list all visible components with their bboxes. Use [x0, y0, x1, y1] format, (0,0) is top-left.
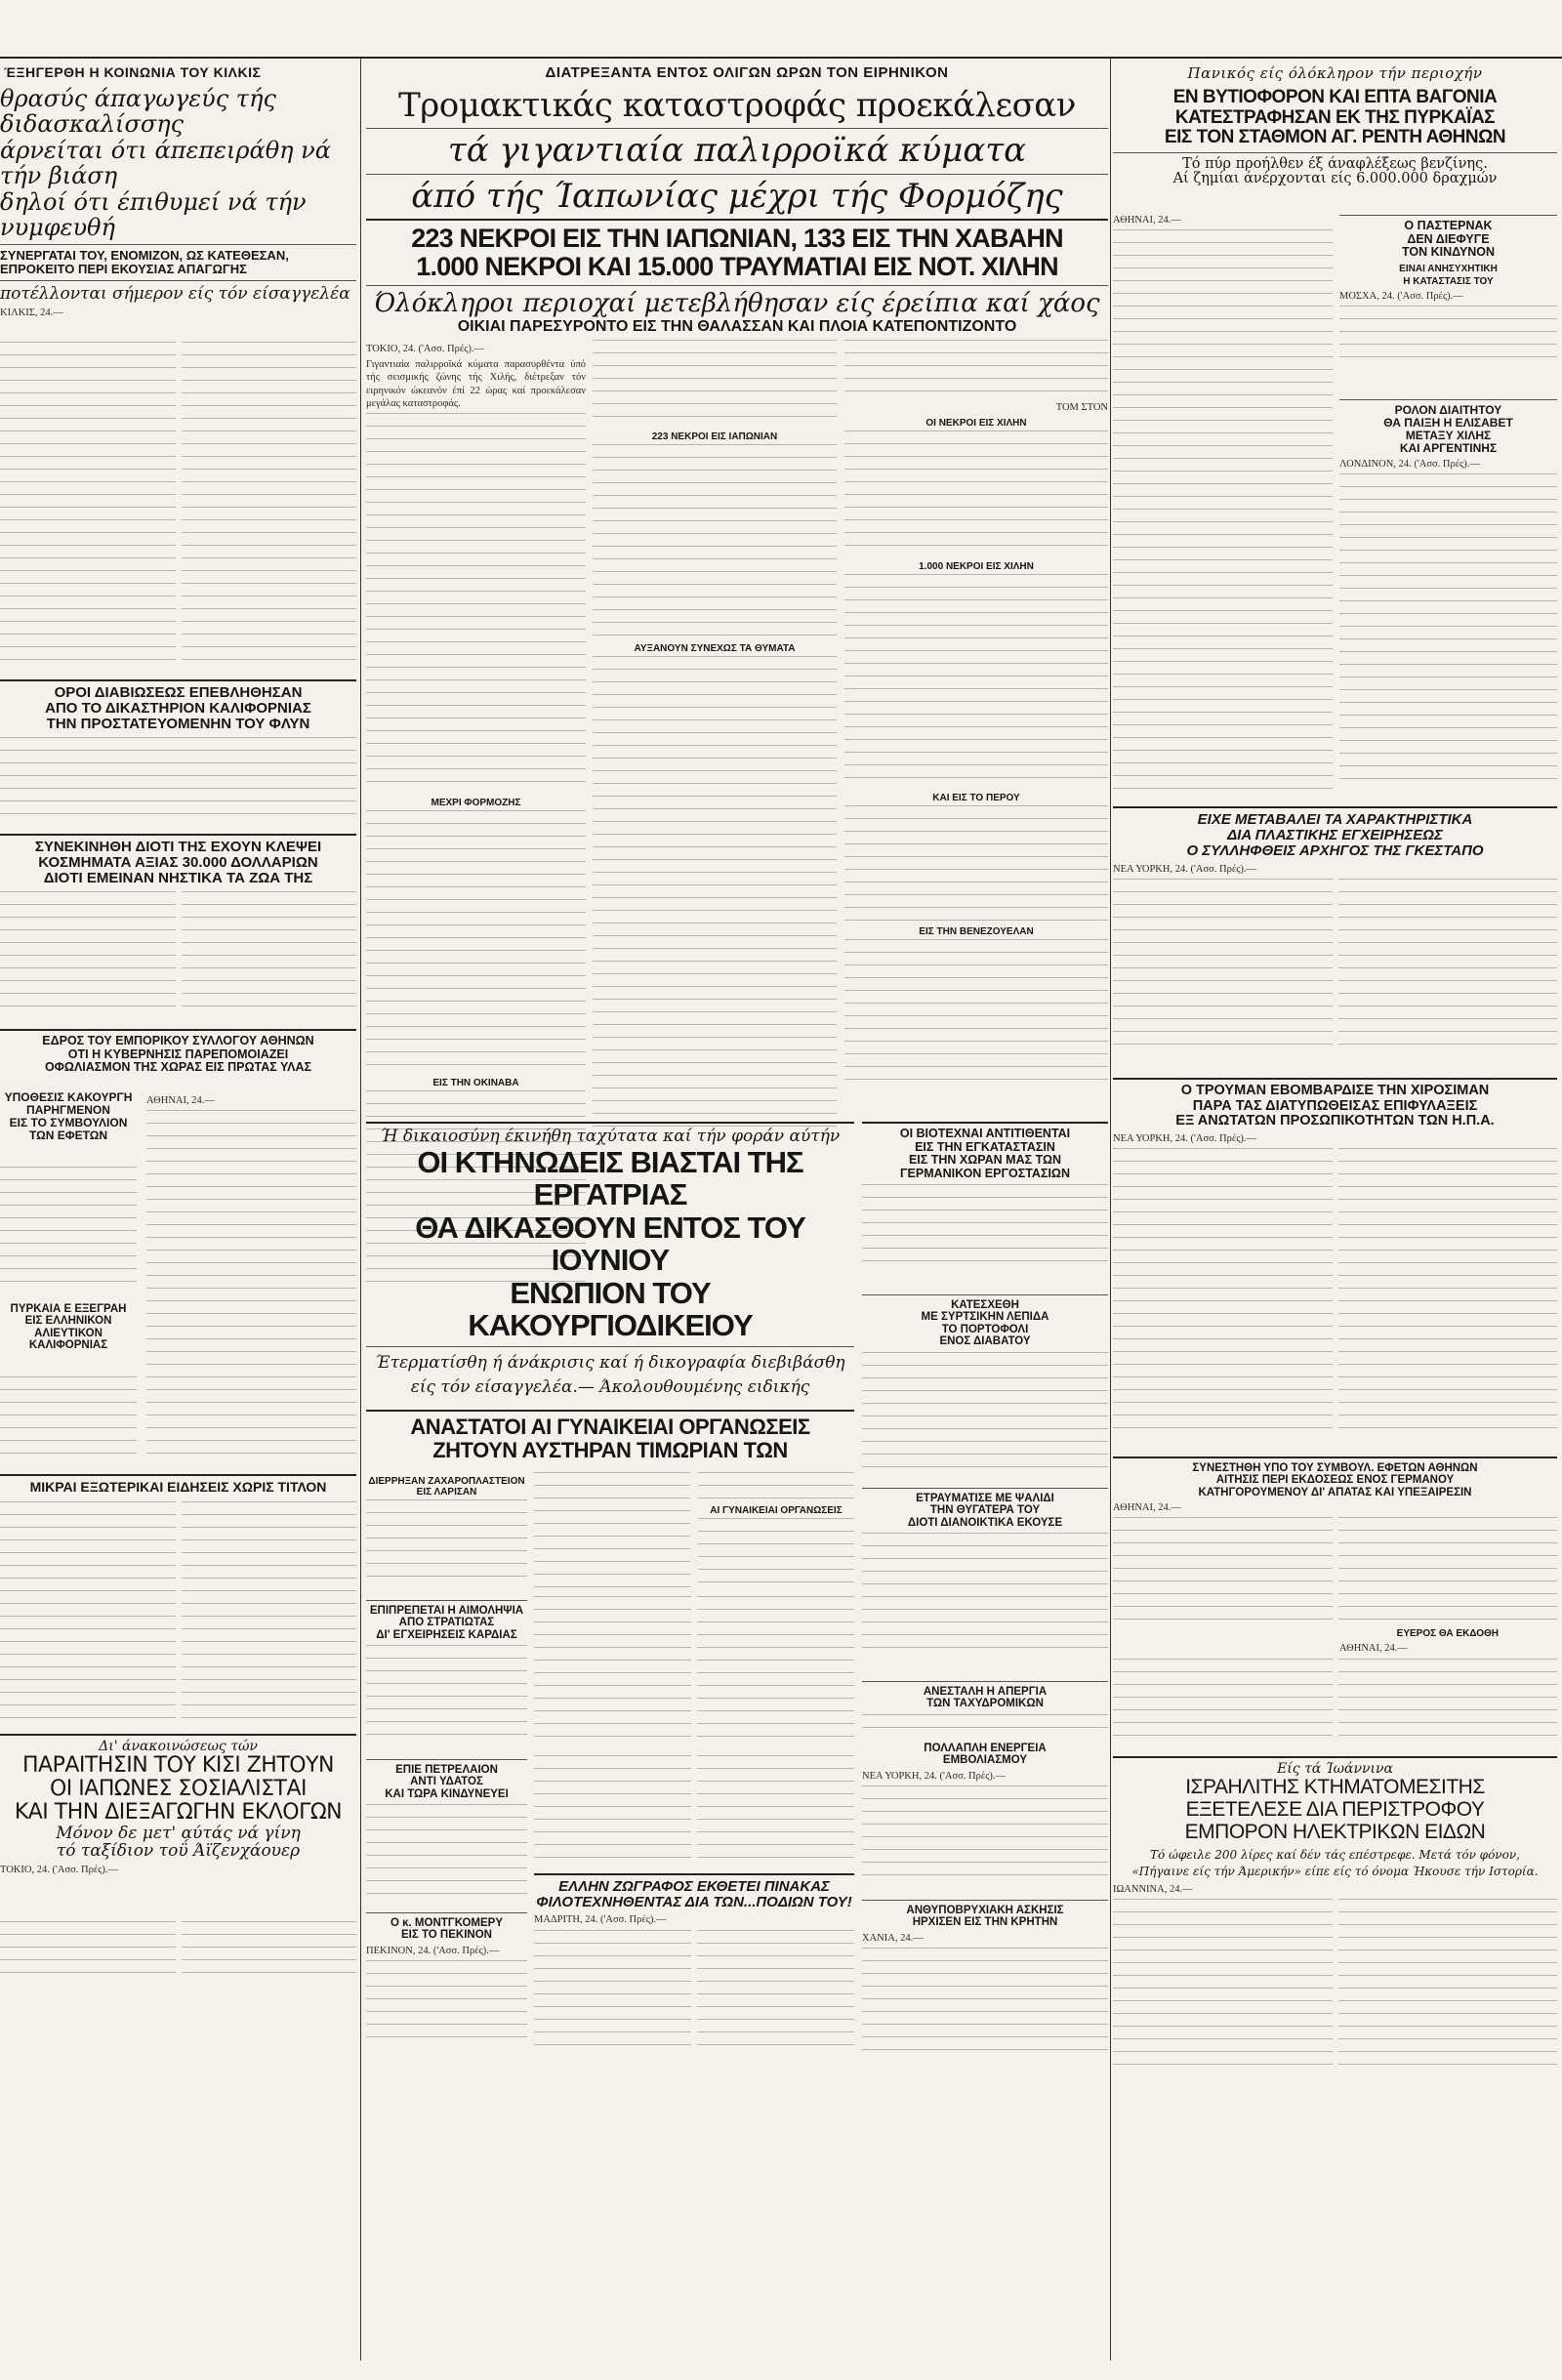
column-rule-right — [1110, 59, 1111, 2360]
tsunami-lead: Γιγαντιαία παλιρροϊκά κύματα παρασυρθέντα ύπό τής σεισμικής ζώνης τής Χιλής, διέτρεξαν τόν ειρηνικόν ώκεανόν έπί 22 ώρας καί προεκάλεσαν μεγάλας καταστροφάς. — [366, 359, 586, 409]
flynn-headline-2: ΑΠΟ ΤΟ ΔΙΚΑΣΤΗΡΙΟΝ ΚΑΛΙΦΟΡΝΙΑΣ — [45, 700, 311, 718]
knife-article — [862, 1291, 1108, 1476]
merchants-headline-1: ΕΔΡΟΣ ΤΟΥ ΕΜΠΟΡΙΚΟΥ ΣΥΛΛΟΓΟΥ ΑΘΗΝΩΝ — [42, 1034, 314, 1047]
jewels-headline-3: ΔΙΟΤΙ ΕΜΕΙΝΑΝ ΝΗΣΤΙΚΑ ΤΑ ΖΩΑ ΤΗΣ — [43, 870, 313, 887]
kishi-kicker: Δι' άνακοινώσεως τών — [99, 1739, 258, 1754]
vaccine-headline-1: ΠΟΛΛΑΠΛΗ ΕΝΕΡΓΕΙΑ — [924, 1743, 1047, 1754]
right-column — [1113, 59, 1557, 2360]
kishi-body — [0, 1921, 356, 1980]
german-headline-3: ΚΑΤΗΓΟΡΟΥΜΕΝΟΥ ΔΙ' ΑΠΑΤΑΣ ΚΑΙ ΥΠΕΞΑΙΡΕΣΙΝ — [1198, 1486, 1472, 1498]
column-rule-left — [360, 59, 361, 2360]
tanker-body — [1113, 211, 1333, 797]
painter-article — [534, 1869, 854, 2065]
women-headline-1: ΑΝΑΣΤΑΤΟΙ ΑΙ ΓΥΝΑΙΚΕΙΑΙ ΟΡΓΑΝΩΣΕΙΣ — [410, 1415, 810, 1439]
german-factories-article — [862, 1118, 1108, 1284]
center-running-head: ΔΙΑΤΡΕΞΑΝΤΑ ΕΝΤΟΣ ΟΛΙΓΩΝ ΩΡΩΝ ΤΟΝ ΕΙΡΗΝΙΚΟΝ — [545, 64, 949, 81]
german-factories-headline-2: ΕΙΣ ΤΗΝ ΕΓΚΑΤΑΣΤΑΣΙΝ — [915, 1139, 1055, 1154]
sec-peru: ΚΑΙ ΕΙΣ ΤΟ ΠΕΡΟΥ — [932, 793, 1020, 804]
kishi-deck-2: τό ταξίδιον τοΰ Άϊζενχάουερ — [56, 1841, 301, 1862]
tanker-headline-1: ΕΝ ΒΥΤΙΟΦΟΡΟΝ ΚΑΙ ΕΠΤΑ ΒΑΓΟΝΙΑ — [1172, 88, 1498, 107]
kilkis-deck: ποτέλλονται σήμερον είς τόν είσαγγελέα — [0, 284, 350, 305]
pasternak-headline-1: Ο ΠΑΣΤΕΡΝΑΚ — [1404, 219, 1493, 232]
kilkis-dateline: ΚΙΛΚΙΣ, 24.— — [0, 308, 63, 319]
german-factories-headline-3: ΕΙΣ ΤΗΝ ΧΩΡΑΝ ΜΑΣ ΤΩΝ — [908, 1153, 1062, 1167]
rape-article — [366, 1118, 854, 1401]
referee-headline-1: ΡΟΛΟΝ ΔΙΑΙΤΗΤΟΥ — [1394, 403, 1502, 417]
appeals-headline-4: ΤΩΝ ΕΦΕΤΩΝ — [29, 1128, 107, 1142]
kilkis-subhead-1: ΣΥΝΕΡΓΑΤΑΙ ΤΟΥ, ΕΝΟΜΙΖΟΝ, ΩΣ ΚΑΤΕΘΕΣΑΝ, — [0, 248, 289, 264]
scissors-headline-1: ΕΤΡΑΥΜΑΤΙΣΕ ΜΕ ΨΑΛΙΔΙ — [916, 1493, 1054, 1504]
sec-okinawa: ΕΙΣ ΤΗΝ ΟΚΙΝΑΒΑ — [432, 1078, 519, 1089]
petrol-article — [366, 1755, 527, 1902]
appeals-body — [146, 1091, 356, 1462]
truman-headline-3: ΕΞ ΑΝΩΤΑΤΩΝ ΠΡΟΣΩΠΙΚΟΤΗΤΩΝ ΤΩΝ Η.Π.Α. — [1175, 1113, 1495, 1129]
tsunami-deck: Όλόκληροι περιοχαί μετεβλήθησαν είς έρείπια καί χάος — [374, 289, 1100, 319]
referee-dateline: ΛΟΝΔΙΝΟΝ, 24. ('Ασσ. Πρές).— — [1339, 458, 1480, 470]
women-orgs — [698, 1472, 854, 1589]
appeals-body-left — [0, 1167, 137, 1293]
painter-headline-1: ΕΛΛΗΝ ΖΩΓΡΑΦΟΣ ΕΚΘΕΤΕΙ ΠΙΝΑΚΑΣ — [558, 1878, 830, 1895]
flynn-article — [0, 676, 356, 822]
tanker-deck-1: Τό πύρ προήλθεν έξ άναφλέξεως βενζίνης. — [1182, 155, 1488, 172]
montgomery-headline-1: Ο κ. ΜΟΝΤΓΚΟΜΕΡΥ — [390, 1917, 504, 1929]
crete-dateline: ΧΑΝΙΑ, 24.— — [862, 1932, 924, 1944]
petrol-headline-2: ΑΝΤΙ ΥΔΑΤΟΣ — [410, 1776, 483, 1788]
montgomery-headline-2: ΕΙΣ ΤΟ ΠΕΚΙΝΟΝ — [401, 1929, 492, 1942]
appeals-dateline: ΑΘΗΝΑΙ, 24.— — [146, 1095, 215, 1106]
rape-kicker: Ή δικαιοσύνη έκινήθη ταχύτατα καί τήν φοράν αύτήν — [380, 1127, 841, 1146]
fire-ship-headline-4: ΚΑΛΙΦΟΡΝΙΑΣ — [28, 1339, 108, 1352]
knife-headline-2: ΜΕ ΣΥΡΤΣΙΚΗΝ ΛΕΠΙΔΑ — [921, 1311, 1049, 1324]
israeli-dateline: ΙΩΑΝΝΙΝΑ, 24.— — [1113, 1883, 1193, 1895]
crete-headline-1: ΑΝΘΥΠΟΒΡΥΧΙΑΚΗ ΑΣΚΗΣΙΣ — [906, 1905, 1064, 1916]
pasternak-sub-1: ΕΙΝΑΙ ΑΝΗΣΥΧΗΤΙΚΗ — [1399, 263, 1498, 274]
larissa-article — [366, 1472, 527, 1589]
pasternak-article — [1339, 211, 1557, 387]
sec-japan: 223 ΝΕΚΡΟΙ ΕΙΣ ΙΑΠΩΝΙΑΝ — [651, 431, 778, 442]
referee-headline-3: ΜΕΤΑΞΥ ΧΙΛΗΣ — [1405, 428, 1492, 442]
fire-ship-article — [0, 1303, 137, 1372]
montgomery-article — [366, 1908, 527, 2055]
tsunami-headlines — [366, 88, 1108, 332]
strike-headline-1: ΑΝΕΣΤΑΛΗ Η ΑΠΕΡΓΙΑ — [923, 1686, 1048, 1698]
tsunami-headline-2: τά γιγαντιαία παλιρροϊκά κύματα — [447, 131, 1027, 171]
kishi-article — [0, 1730, 356, 1915]
rape-headline-3: ΕΝΩΠΙΟΝ ΤΟΥ ΚΑΚΟΥΡΓΙΟΔΙΚΕΙΟΥ — [468, 1275, 753, 1343]
german-factories-headline-1: ΟΙ ΒΙΟΤΕΧΝΑΙ ΑΝΤΙΤΙΘΕΝΤΑΙ — [899, 1127, 1071, 1140]
extradition-sub: ΕΥΕΡΟΣ ΘΑ ΕΚΔΟΘΗ — [1396, 1628, 1499, 1640]
blood-article — [366, 1596, 527, 1747]
flynn-headline-3: ΤΗΝ ΠΡΟΣΤΑΤΕΥΟΜΕΝΗΝ ΤΟΥ ΦΛΥΝ — [46, 716, 310, 733]
ioannina-article — [1113, 1752, 1557, 2074]
blood-headline-2: ΑΠΟ ΣΤΡΑΤΙΩΤΑΣ — [398, 1617, 495, 1629]
sec-chile-dead: ΟΙ ΝΕΚΡΟΙ ΕΙΣ ΧΙΛΗΝ — [925, 418, 1027, 430]
strike-headline-2: ΤΩΝ ΤΑΧΥΔΡΟΜΙΚΩΝ — [926, 1698, 1044, 1710]
knife-headline-1: ΚΑΤΕΣΧΕΘΗ — [951, 1299, 1019, 1311]
gestapo-headline-2: ΔΙΑ ΠΛΑΣΤΙΚΗΣ ΕΓΧΕΙΡΗΣΕΩΣ — [1227, 827, 1443, 844]
jewels-headline-1: ΣΥΝΕΚΙΝΗΘΗ ΔΙΟΤΙ ΤΗΣ ΕΧΟΥΝ ΚΛΕΨΕΙ — [34, 839, 322, 855]
truman-headline-2: ΠΑΡΑ ΤΑΣ ΔΙΑΤΥΠΩΘΕΙΣΑΣ ΕΠΙΦΥΛΑΞΕΙΣ — [1192, 1097, 1478, 1114]
strike-article — [862, 1677, 1108, 1736]
truman-dateline: ΝΕΑ ΥΟΡΚΗ, 24. ('Ασσ. Πρές).— — [1113, 1132, 1257, 1144]
sec-waves: ΑΥΞΑΝΟΥΝ ΣΥΝΕΧΩΣ ΤΑ ΘΥΜΑΤΑ — [634, 643, 796, 654]
foreign-briefs-header — [0, 1470, 356, 1498]
gestapo-headline-3: Ο ΣΥΛΛΗΦΘΕΙΣ ΑΡΧΗΓΟΣ ΤΗΣ ΓΚΕΣΤΑΠΟ — [1186, 842, 1484, 860]
center-column — [366, 59, 1108, 2360]
tanker-headline-3: ΕΙΣ ΤΟΝ ΣΤΑΘΜΟΝ ΑΓ. ΡΕΝΤΗ ΑΘΗΝΩΝ — [1164, 127, 1506, 148]
vaccine-dateline: ΝΕΑ ΥΟΡΚΗ, 24. ('Ασσ. Πρές).— — [862, 1770, 1007, 1782]
crete-article — [862, 1896, 1108, 2062]
women-body-2 — [534, 1596, 854, 1747]
women-body — [534, 1472, 690, 1589]
pasternak-sub-2: Η ΚΑΤΑΣΤΑΣΙΣ ΤΟΥ — [1403, 275, 1494, 287]
petrol-headline-3: ΚΑΙ ΤΩΡΑ ΚΙΝΔΥΝΕΥΕΙ — [385, 1787, 509, 1800]
german-dateline: ΑΘΗΝΑΙ, 24.— — [1113, 1502, 1181, 1514]
tanker-fire-article — [1113, 88, 1557, 205]
kishi-headline-1: ΠΑΡΑΙΤΗΣΙΝ ΤΟΥ ΚΙΣΙ ΖΗΤΟΥΝ — [22, 1753, 334, 1779]
truman-headline-1: Ο ΤΡΟΥΜΑΝ ΕΒΟΜΒΑΡΔΙΣΕ ΤΗΝ ΧΙΡΟΣΙΜΑΝ — [1180, 1083, 1490, 1098]
rape-deck: Έτερματίσθη ή άνάκρισις καί ή δικογραφία διεβιβάσθη είς τόν είσαγγελέα.— Άκολουθουμένης ειδικής — [375, 1352, 845, 1397]
sec-chile-1000: 1.000 ΝΕΚΡΟΙ ΕΙΣ ΧΙΛΗΝ — [919, 561, 1034, 573]
israeli-deck: Τό ώφειλε 200 λίρες καί δέν τάς επέστρεφε. Μετά τόν φόνον, «Πήγαινε είς τήν Άμερικήν» είπε είς τό όνομα Ήκουσε τήν Ιστορία. — [1131, 1848, 1539, 1878]
flynn-headline-1: ΟΡΟΙ ΔΙΑΒΙΩΣΕΩΣ ΕΠΕΒΛΗΘΗΣΑΝ — [54, 684, 303, 701]
tanker-headline-2: ΚΑΤΕΣΤΡΑΦΗΣΑΝ ΕΚ ΤΗΣ ΠΥΡΚΑΪΑΣ — [1174, 106, 1496, 128]
painter-dateline: ΜΑΔΡΙΤΗ, 24. ('Ασσ. Πρές).— — [534, 1914, 667, 1926]
kishi-headline-3: ΚΑΙ ΤΗΝ ΔΙΕΞΑΓΩΓΗΝ ΕΚΛΟΓΩΝ — [14, 1799, 343, 1825]
foreign-briefs-headline: ΜΙΚΡΑΙ ΕΞΩΤΕΡΙΚΑΙ ΕΙΔΗΣΕΙΣ ΧΩΡΙΣ ΤΙΤΛΟΝ — [29, 1479, 327, 1495]
tsunami-subhead: ΟΙΚΙΑΙ ΠΑΡΕΣΥΡΟΝΤΟ ΕΙΣ ΤΗΝ ΘΑΛΑΣΣΑΝ ΚΑΙ ΠΛΟΙΑ ΚΑΤΕΠΟΝΤΙΖΟΝΤΟ — [457, 318, 1017, 332]
kilkis-article — [0, 86, 356, 340]
women-article — [366, 1406, 854, 1464]
sec-formosa: ΜΕΧΡΙ ΦΟΡΜΟΖΗΣ — [431, 798, 521, 809]
german-headline-2: ΑΙΤΗΣΙΣ ΠΕΡΙ ΕΚΔΟΣΕΩΣ ΕΝΟΣ ΓΕΡΜΑΝΟΥ — [1215, 1474, 1455, 1487]
pasternak-headline-3: ΤΟΝ ΚΙΝΔΥΝΟΝ — [1401, 245, 1496, 259]
pasternak-dateline: ΜΟΣΧΑ, 24. ('Ασσ. Πρές).— — [1339, 290, 1463, 302]
tsunami-dateline: ΤΟΚΙΟ, 24. ('Ασσ. Πρές).— — [366, 344, 485, 354]
scissors-headline-2: ΤΗΝ ΘΥΓΑΤΕΡΑ ΤΟΥ — [929, 1504, 1041, 1517]
montgomery-dateline: ΠΕΚΙΝΟΝ, 24. ('Ασσ. Πρές).— — [366, 1945, 500, 1956]
truman-article — [1113, 1074, 1557, 1445]
petrol-headline-1: ΕΠΙΕ ΠΕΤΡΕΛΑΙΟΝ — [395, 1764, 498, 1776]
german-factories-headline-4: ΓΕΡΜΑΝΙΚΟΝ ΕΡΓΟΣΤΑΣΙΩΝ — [900, 1166, 1070, 1180]
tsunami-banner-1: 223 ΝΕΚΡΟΙ ΕΙΣ ΤΗΝ ΙΑΠΩΝΙΑΝ, 133 ΕΙΣ ΤΗΝ ΧΑΒΑΗΝ — [411, 224, 1063, 254]
sec-venezuela: ΕΙΣ ΤΗΝ ΒΕΝΕΖΟΥΕΛΑΝ — [919, 926, 1034, 938]
tsunami-headline-3: άπό τής Ίαπωνίας μέχρι τής Φορμόζης — [411, 176, 1063, 216]
jewels-article — [0, 830, 356, 1015]
women-body-3 — [534, 1755, 854, 1863]
israeli-headline-3: ΕΜΠΟΡΟΝ ΗΛΕΚΤΡΙΚΩΝ ΕΙΔΩΝ — [1184, 1820, 1486, 1843]
gestapo-headline-1: ΕΙΧΕ ΜΕΤΑΒΑΛΕΙ ΤΑ ΧΑΡΑΚΤΗΡΙΣΤΙΚΑ — [1197, 811, 1473, 828]
knife-headline-3: ΤΟ ΠΟΡΤΟΦΟΛΙ — [941, 1323, 1029, 1335]
israeli-headline-1: ΙΣΡΑΗΛΙΤΗΣ ΚΤΗΜΑΤΟΜΕΣΙΤΗΣ — [1185, 1776, 1485, 1799]
tanker-dateline: ΑΘΗΝΑΙ, 24.— — [1113, 215, 1181, 226]
foreign-briefs-body — [0, 1501, 356, 1724]
tsunami-headline-1: Τρομακτικάς καταστροφάς προεκάλεσαν — [398, 88, 1076, 125]
blood-headline-3: ΔΙ' ΕΓΧΕΙΡΗΣΕΙΣ ΚΑΡΔΙΑΣ — [376, 1628, 517, 1641]
kilkis-subhead-2: ΕΠΡΟΚΕΙΤΟ ΠΕΡΙ ΕΚΟΥΣΙΑΣ ΑΠΑΓΩΓΗΣ — [0, 262, 247, 277]
appeals-headline-2: ΠΑΡΗΓΜΕΝΟΝ — [26, 1102, 110, 1117]
rape-headline-1: ΟΙ ΚΤΗΝΩΔΕΙΣ ΒΙΑΣΤΑΙ ΤΗΣ ΕΡΓΑΤΡΙΑΣ — [417, 1144, 803, 1212]
women-sub-1: ΔΙΕΡΡΗΞΑΝ ΖΑΧΑΡΟΠΛΑΣΤΕΙΟΝ ΕΙΣ ΛΑΡΙΣΑΝ — [368, 1476, 525, 1498]
fire-ship-headline-2: ΕΙΣ ΕΛΛΗΝΙΚΟΝ — [24, 1315, 112, 1328]
painter-headline-2: ΦΙΛΟΤΕΧΝΗΘΕΝΤΑΣ ΔΙΑ ΤΩΝ...ΠΟΔΙΩΝ ΤΟΥ! — [536, 1894, 852, 1911]
fire-ship-headline-1: ΠΥΡΚΑΪΑ Ε ΕΞΕΓΡΑΗ — [10, 1303, 127, 1315]
appeals-article — [0, 1091, 137, 1160]
scissors-headline-3: ΔΙΟΤΙ ΔΙΑΝΟΙΚΤΙΚΑ ΕΚΟΥΣΕ — [907, 1516, 1063, 1529]
scissors-article — [862, 1484, 1108, 1669]
blood-headline-1: ΕΠΙΠΡΕΠΕΤΑΙ Η ΑΙΜΟΛΗΨΙΑ — [369, 1605, 524, 1617]
appeals-headline-3: ΕΙΣ ΤΟ ΣΥΜΒΟΥΛΙΟΝ — [9, 1115, 128, 1129]
fire-ship-body — [0, 1376, 137, 1464]
rape-headline-2: ΘΑ ΔΙΚΑΣΘΟΥΝ ΕΝΤΟΣ ΤΟΥ ΙΟΥΝΙΟΥ — [415, 1210, 805, 1278]
kishi-deck-1: Μόνον δε μετ' αύτάς νά γίνη — [56, 1823, 301, 1843]
kilkis-headline-2: άρνείται ότι άπεπειράθη νά τήν βιάση — [0, 136, 331, 190]
kishi-headline-2: ΟΙ ΙΑΠΩΝΕΣ ΣΟΣΙΑΛΙΣΤΑΙ — [49, 1777, 307, 1802]
appeals-headline-1: ΥΠΟΘΕΣΙΣ ΚΑΚΟΥΡΓΗ — [4, 1091, 133, 1104]
pasternak-headline-2: ΔΕΝ ΔΙΕΦΥΓΕ — [1407, 231, 1490, 246]
israeli-headline-2: ΕΞΕΤΕΛΕΣΕ ΔΙΑ ΠΕΡΙΣΤΡΟΦΟΥ — [1185, 1798, 1485, 1822]
referee-headline-4: ΚΑΙ ΑΡΓΕΝΤΙΝΗΣ — [1399, 440, 1498, 455]
left-column — [0, 59, 356, 2360]
tsunami-banner-2: 1.000 ΝΕΚΡΟΙ ΚΑΙ 15.000 ΤΡΑΥΜΑΤΙΑΙ ΕΙΣ ΝΟΤ. ΧΙΛΗΝ — [416, 252, 1058, 282]
gestapo-article — [1113, 802, 1557, 1066]
referee-headline-2: ΘΑ ΠΑΙΞΗ Η ΕΛΙΣΑΒΕΤ — [1383, 415, 1513, 430]
kilkis-headline-3: δηλοί ότι έπιθυμεί νά τήν νυμφευθή — [0, 187, 307, 241]
vaccine-headline-2: ΕΜΒΟΛΙΑΣΜΟΥ — [942, 1754, 1028, 1767]
left-running-head: ΈΞΗΓΕΡΘΗ Η ΚΟΙΝΩΝΙΑ ΤΟΥ ΚΙΛΚΙΣ — [4, 64, 262, 80]
crete-headline-2: ΗΡΧΙΣΕΝ ΕΙΣ ΤΗΝ ΚΡΗΤΗΝ — [912, 1916, 1058, 1929]
merchants-article — [0, 1025, 356, 1084]
vaccine-article — [862, 1743, 1108, 1889]
women-sub-2: ΑΙ ΓΥΝΑΙΚΕΙΑΙ ΟΡΓΑΝΩΣΕΙΣ — [710, 1505, 843, 1516]
kilkis-headline-1: θρασύς άπαγωγεύς τής διδασκαλίσσης — [0, 86, 276, 139]
byline-tom: ΤΟΜ ΣΤΟΝ — [1055, 402, 1108, 413]
jewels-headline-2: ΚΟΣΜΗΜΑΤΑ ΑΞΙΑΣ 30.000 ΔΟΛΛΑΡΙΩΝ — [38, 854, 318, 872]
right-running-head: Πανικός είς όλόκληρον τήν περιοχήν — [1187, 64, 1483, 82]
knife-headline-4: ΕΝΟΣ ΔΙΑΒΑΤΟΥ — [939, 1335, 1031, 1348]
merchants-headline-3: ΟΦΩΛΙΑΣΜΟΝ ΤΗΣ ΧΩΡΑΣ ΕΙΣ ΠΡΩΤΑΣ ΥΛΑΣ — [44, 1060, 312, 1074]
kishi-dateline: ΤΟΚΙΟ, 24. ('Ασσ. Πρές).— — [0, 1865, 119, 1876]
kilkis-body — [0, 342, 356, 664]
women-headline-2: ΖΗΤΟΥΝ ΑΥΣΤΗΡΑΝ ΤΙΜΩΡΙΑΝ ΤΩΝ — [432, 1437, 788, 1462]
extradition-dateline: ΑΘΗΝΑΙ, 24.— — [1339, 1643, 1408, 1655]
fire-ship-headline-3: ΑΛΙΕΥΤΙΚΟΝ — [34, 1327, 103, 1339]
german-headline-1: ΣΥΝΕΣΤΗΘΗ ΥΠΟ ΤΟΥ ΣΥΜΒΟΥΛ. ΕΦΕΤΩΝ ΑΘΗΝΩΝ — [1192, 1462, 1478, 1474]
gestapo-dateline: ΝΕΑ ΥΟΡΚΗ, 24. ('Ασσ. Πρές).— — [1113, 863, 1257, 875]
merchants-headline-2: ΟΤΙ Η ΚΥΒΕΡΝΗΣΙΣ ΠΑΡΕΠΟΜΟΙΑΖΕΙ — [67, 1046, 289, 1061]
ioannina-kicker: Είς τά Ίωάννινα — [1277, 1761, 1393, 1777]
german-extradition-article — [1113, 1453, 1557, 1745]
tanker-deck-2: Αί ζημίαι άνέρχονται είς 6.000.000 δραχμών — [1172, 171, 1498, 187]
referee-article — [1339, 395, 1557, 796]
